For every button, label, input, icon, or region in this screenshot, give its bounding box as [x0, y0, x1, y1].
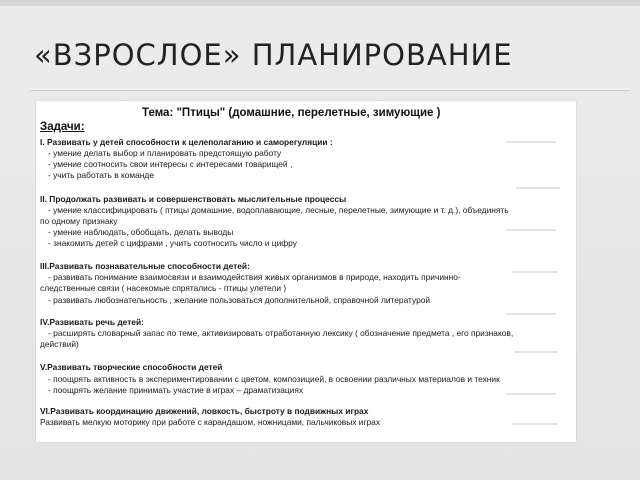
task-2-heading: II. Продолжать развивать и совершенствовать мыслительные процессы [40, 194, 347, 204]
task-3-heading: III.Развивать познавательные способности детей: [40, 261, 250, 271]
task-item: - развивать понимание взаимосвязи и взаимодействия живых организмов в природе, находить причинно- [48, 272, 461, 282]
task-item: - умение делать выбор и планировать предстоящую работу [48, 148, 282, 158]
faint-line [516, 187, 560, 189]
task-item: - умение наблюдать, обобщать, делать выводы [48, 227, 234, 237]
task-item: действий) [40, 339, 79, 349]
task-5-heading: V.Развивать творческие способности детей [40, 362, 223, 372]
task-item: - учить работать в команде [48, 170, 154, 180]
task-item: Развивать мелкую моторику при работе с карандашом, ножницами, пальчиковых играх [40, 417, 381, 427]
task-item: - умение соотносить свои интересы с интересами товарищей , [48, 159, 293, 169]
document-theme: Тема: "Птицы" (домашние, перелетные, зимующие ) [142, 107, 441, 119]
task-item: - развивать любознательность , желание пользоваться дополнительной, справочной литературой [48, 295, 431, 305]
task-item: - знакомить детей с цифрами , учить соотносить число и цифру [48, 238, 297, 248]
title-divider [30, 88, 630, 91]
task-item: - поощрять желание принимать участие в играх – драматизациях [48, 385, 304, 395]
tasks-heading: Задачи: [40, 121, 85, 133]
slide-title: «ВЗРОСЛОЕ» ПЛАНИРОВАНИЕ [34, 38, 513, 72]
task-4-heading: IV.Развивать речь детей: [40, 317, 144, 327]
task-item: следственные связи ( насекомые спрятались - птицы улетели ) [40, 283, 287, 293]
document-image [36, 101, 576, 442]
task-1-heading: I. Развивать у детей способности к целеполаганию и саморегуляции : [40, 137, 333, 147]
task-6-heading: VI.Развивать координацию движений, ловкость, быстроту в подвижных играх [40, 406, 369, 416]
faint-line [514, 351, 558, 353]
task-item: по одному признаку [40, 216, 118, 226]
task-item: - умение классифицировать ( птицы домашние, водоплавающие, лесные, перелетные, зимующие и т. д.), объединять [48, 205, 509, 215]
top-stripe [0, 0, 640, 6]
task-item: - поощрять активность в экспериментировании с цветом, композицией, в освоении различных материалов и техник [48, 374, 500, 384]
task-item: - расширять словарный запас по теме, активизировать отработанную лексику ( обозначение предмета , его признаков, [48, 328, 514, 338]
faint-line [506, 313, 556, 315]
